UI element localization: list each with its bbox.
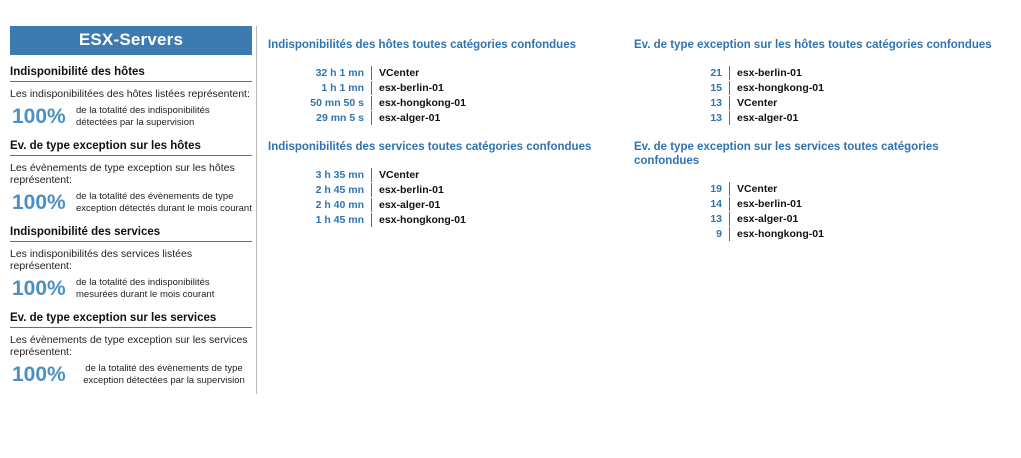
block-title: Indisponibilité des hôtes bbox=[10, 65, 252, 82]
stat-list bbox=[694, 66, 1004, 125]
stat-name: esx-alger-01 bbox=[371, 198, 440, 212]
stat-amount: 13 bbox=[710, 112, 722, 124]
kpi-block-host-unavailability bbox=[10, 65, 252, 129]
stat-name: VCenter bbox=[729, 96, 777, 110]
stat-list bbox=[292, 66, 618, 125]
list-item bbox=[694, 81, 1004, 95]
stat-list bbox=[292, 168, 618, 227]
block-description: Les évènements de type exception sur les hôtes représentent: bbox=[10, 161, 235, 186]
list-item bbox=[292, 111, 618, 125]
stat-name: VCenter bbox=[729, 182, 777, 196]
stat-list bbox=[694, 182, 1004, 241]
list-item bbox=[694, 212, 1004, 226]
stat-name: esx-alger-01 bbox=[729, 111, 798, 125]
stat-amount: 2 h 45 mn bbox=[315, 184, 364, 196]
kpi-row bbox=[10, 277, 252, 301]
list-item bbox=[694, 66, 1004, 80]
stat-name: VCenter bbox=[371, 168, 419, 182]
list-item bbox=[292, 66, 618, 80]
stat-amount: 2 h 40 mn bbox=[315, 199, 364, 211]
stat-amount: 21 bbox=[710, 67, 722, 79]
list-item bbox=[292, 81, 618, 95]
stat-name: esx-hongkong-01 bbox=[729, 81, 824, 95]
list-item bbox=[292, 213, 618, 227]
list-item bbox=[694, 96, 1004, 110]
stat-amount: 29 mn 5 s bbox=[316, 112, 364, 124]
kpi-block-service-unavailability bbox=[10, 225, 252, 301]
stat-amount: 1 h 45 mn bbox=[315, 214, 364, 226]
section-title: Ev. de type exception sur les services toutes catégories confondues bbox=[634, 141, 939, 167]
stat-amount: 9 bbox=[716, 228, 722, 240]
list-item bbox=[694, 111, 1004, 125]
kpi-note: de la totalité des évènements de type exception détectées par la supervision bbox=[83, 363, 245, 386]
block-title: Ev. de type exception sur les services bbox=[10, 311, 252, 328]
stat-name: esx-hongkong-01 bbox=[371, 213, 466, 227]
kpi-row bbox=[10, 105, 252, 129]
stat-amount: 19 bbox=[710, 183, 722, 195]
list-item bbox=[694, 182, 1004, 196]
list-item bbox=[694, 227, 1004, 241]
stat-amount: 13 bbox=[710, 213, 722, 225]
section-host-exceptions bbox=[634, 38, 1004, 126]
kpi-note: de la totalité des indisponibilités détectées par la supervision bbox=[76, 105, 210, 128]
stat-amount: 1 h 1 mn bbox=[321, 82, 364, 94]
list-item bbox=[694, 197, 1004, 211]
stat-name: esx-alger-01 bbox=[729, 212, 798, 226]
kpi-value: 100% bbox=[12, 276, 66, 300]
stat-amount: 32 h 1 mn bbox=[315, 67, 364, 79]
section-title: Indisponibilités des hôtes toutes catégories confondues bbox=[268, 39, 576, 51]
stat-name: esx-berlin-01 bbox=[729, 66, 802, 80]
list-item bbox=[292, 183, 618, 197]
stat-amount: 50 mn 50 s bbox=[310, 97, 364, 109]
kpi-block-host-exceptions bbox=[10, 139, 252, 215]
stat-name: esx-berlin-01 bbox=[371, 183, 444, 197]
list-item bbox=[292, 168, 618, 182]
kpi-row bbox=[10, 363, 252, 387]
stat-name: esx-hongkong-01 bbox=[371, 96, 466, 110]
stat-name: esx-alger-01 bbox=[371, 111, 440, 125]
block-title: Ev. de type exception sur les hôtes bbox=[10, 139, 252, 156]
section-title: Ev. de type exception sur les hôtes toutes catégories confondues bbox=[634, 39, 992, 51]
stat-name: VCenter bbox=[371, 66, 419, 80]
stat-name: esx-berlin-01 bbox=[371, 81, 444, 95]
section-host-unavailability bbox=[268, 38, 618, 126]
kpi-note: de la totalité des indisponibilités mesurées durant le mois courant bbox=[76, 277, 215, 300]
block-description: Les indisponibilités des services listées représentent: bbox=[10, 247, 193, 272]
kpi-value: 100% bbox=[12, 362, 66, 386]
section-title: Indisponibilités des services toutes catégories confondues bbox=[268, 141, 592, 153]
list-item bbox=[292, 96, 618, 110]
kpi-note: de la totalité des évènements de type exception détectés durant le mois courant bbox=[76, 191, 252, 214]
stat-amount: 13 bbox=[710, 97, 722, 109]
stat-name: esx-berlin-01 bbox=[729, 197, 802, 211]
kpi-value: 100% bbox=[12, 190, 66, 214]
kpi-value: 100% bbox=[12, 104, 66, 128]
block-description: Les évènements de type exception sur les services représentent: bbox=[10, 333, 248, 358]
stat-amount: 15 bbox=[710, 82, 722, 94]
section-service-exceptions bbox=[634, 140, 1004, 242]
kpi-block-service-exceptions bbox=[10, 311, 252, 387]
page-title: ESX-Servers bbox=[10, 26, 252, 55]
section-service-unavailability bbox=[268, 140, 618, 228]
stat-amount: 3 h 35 mn bbox=[315, 169, 364, 181]
stat-name: esx-hongkong-01 bbox=[729, 227, 824, 241]
list-item bbox=[292, 198, 618, 212]
sidebar bbox=[10, 26, 252, 387]
block-description: Les indisponibilitées des hôtes listées représentent: bbox=[10, 88, 250, 100]
vertical-divider bbox=[256, 26, 257, 394]
block-title: Indisponibilité des services bbox=[10, 225, 252, 242]
kpi-row bbox=[10, 191, 252, 215]
stat-amount: 14 bbox=[710, 198, 722, 210]
